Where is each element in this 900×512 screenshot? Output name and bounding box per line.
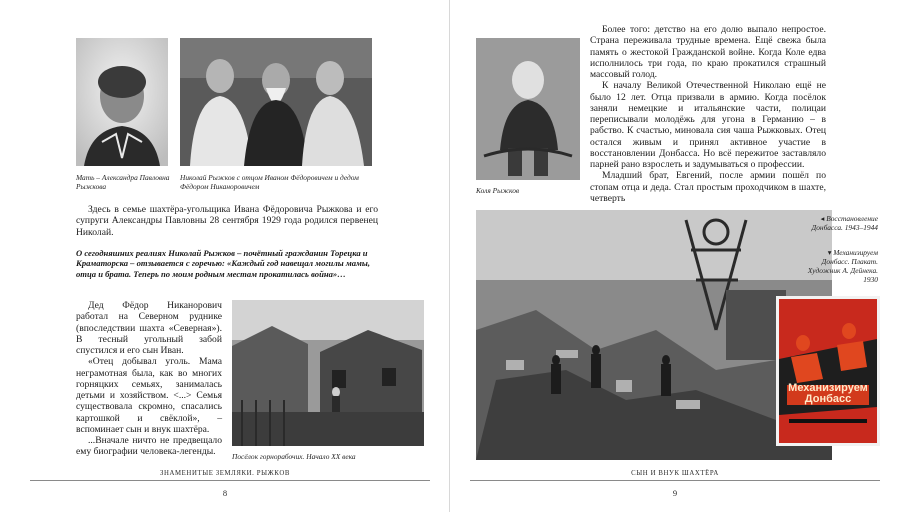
intro-text: Здесь в семье шахтёра-угольщика Ивана Фёдоровича Рыжкова и его супруги Александры Павловны 28 сентября 1929 года родился первенец Николай. (76, 204, 378, 238)
poster-caption: ▾ Механизируем Донбасс. Плакат. Художник А. Дейнека. 1930 (807, 248, 878, 284)
ruins-caption: ◂ Восстановление Донбасса. 1943–1944 (811, 214, 878, 232)
right-paragraph-2: К началу Великой Отечественной Николаю ещё не было 12 лет. Отца призвали в армию. Когда посёлок заняли немецкие и итальянские части, полицаи переписывали молодёжь для угона в Германию – в рабство. К счастью, миновала сия чаша Рыжковых. Отец остался живым и принял активное участие в восстановлении Донбасса. Но всё пережитое заставляло парней рано взрослеть и задумываться о профессии. (590, 80, 826, 170)
mother-caption: Мать – Александра Павловна Рыжкова (76, 173, 170, 191)
left-footer-title: ЗНАМЕНИТЫЕ ЗЕМЛЯКИ. РЫЖКОВ (160, 470, 290, 477)
kolya-caption: Коля Рыжков (476, 186, 520, 195)
left-footer-rule (30, 480, 430, 481)
right-body-column (590, 24, 826, 204)
intro-paragraph (76, 204, 378, 238)
right-footer-title: СЫН И ВНУК ШАХТЁРА (631, 470, 719, 477)
right-page (450, 0, 900, 512)
kolya-photo (476, 38, 580, 180)
paragraph-1: Дед Фёдор Никанорович работал на Северном руднике (впоследствии шахта «Северная»). В тесный угольный забой спустился и его сын Иван. (76, 300, 222, 356)
paragraph-2: «Отец добывал уголь. Мама неграмотная была, как во многих горняцких семьях, занималась детьми и хозяйством. <...> Семья существовала скромно, спасались картошкой и свёклой», – вспоминает сын и внук шахтёра. (76, 356, 222, 435)
right-paragraph-3: Младший брат, Евгений, после армии пошёл по стопам отца и деда. Стал простым проходчиком в шахте, четверть (590, 170, 826, 204)
pull-quote: О сегодняшних реалиях Николай Рыжков – почётный гражданин Торецка и Краматорска – отзывается с горечью: «Каждый год навещал могилы мамы, отца и брата. Теперь по моим родным местам прокатилась война»… (76, 248, 371, 279)
left-page-number: 8 (222, 488, 228, 498)
settlement-caption: Посёлок горнорабочих. Начало XX века (232, 452, 356, 461)
poster-text: Механизируем Донбасс (788, 382, 868, 405)
mother-photo (76, 38, 168, 166)
poster-image (776, 296, 880, 446)
right-page-number: 9 (672, 488, 678, 498)
right-footer-rule (470, 480, 880, 481)
right-paragraph-1: Более того: детство на его долю выпало непростое. Страна переживала трудные времена. Ещё свежа была память о жестокой Гражданской войне. Когда Коле едва исполнилось три года, по краю прокатился страшный массовый голод. (590, 24, 826, 80)
left-body-column (76, 300, 222, 458)
settlement-photo (232, 300, 424, 446)
family-photo (180, 38, 372, 166)
paragraph-3: ...Вначале ничто не предвещало ему биографии человека-легенды. (76, 435, 222, 458)
family-caption: Николай Рыжков с отцом Иваном Фёдоровичем и дедом Фёдором Никаноровичем (180, 173, 359, 191)
